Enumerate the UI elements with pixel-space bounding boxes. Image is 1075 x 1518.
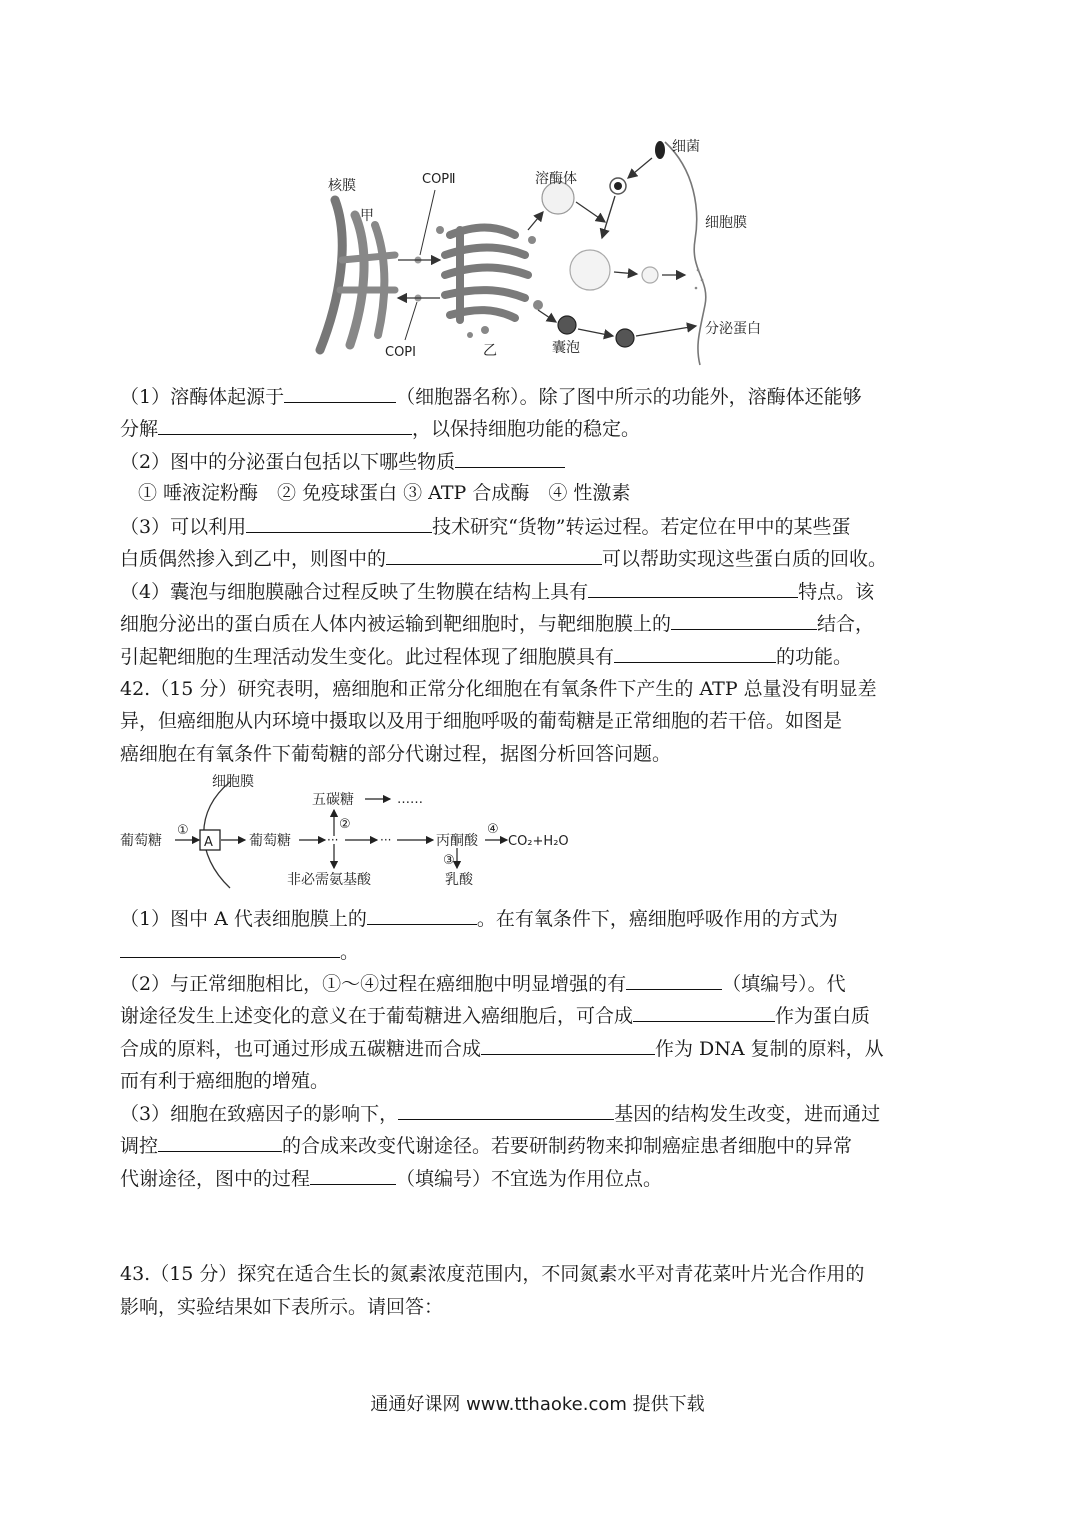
q41-part1-line1: （1）溶酶体起源于 （细胞器名称）。除了图中所示的功能外，溶酶体还能够 <box>120 380 862 413</box>
q41-part1-line2: 分解 ，以保持细胞功能的稳定。 <box>120 412 640 445</box>
answer-blank[interactable] <box>158 412 412 435</box>
label-cell-membrane: 细胞膜 <box>705 215 747 231</box>
diagram-a: A <box>204 835 213 850</box>
q42-part3-line3: 代谢途径，图中的过程 （填编号）不宜选为作用位点。 <box>120 1162 662 1195</box>
diagram-five-carbon-sugar: 五碳糖 <box>312 792 354 808</box>
answer-blank[interactable] <box>481 1032 655 1055</box>
label-vesicle: 囊泡 <box>552 340 580 356</box>
label-secretory-protein: 分泌蛋白 <box>705 321 761 337</box>
label-copii: COPⅡ <box>422 172 456 187</box>
q42-intro-line1: 42.（15 分）研究表明，癌细胞和正常分化细胞在有氧条件下产生的 ATP 总量没有明显差 <box>120 678 877 700</box>
diagram-glucose-outside: 葡萄糖 <box>120 833 162 849</box>
answer-blank[interactable] <box>367 902 477 925</box>
answer-blank[interactable] <box>633 999 775 1022</box>
label-jia: 甲 <box>360 208 374 224</box>
diagram-nonessential-aa: 非必需氨基酸 <box>287 872 371 888</box>
diagram-ellipsis: …… <box>397 792 423 807</box>
diagram-co2-h2o: CO₂+H₂O <box>508 834 569 849</box>
q42-part1-line1: （1）图中 A 代表细胞膜上的 。在有氧条件下，癌细胞呼吸作用的方式为 <box>120 902 838 935</box>
diagram-dots-1: ··· <box>327 833 339 847</box>
q41-part3-line2: 白质偶然掺入到乙中，则图中的 可以帮助实现这些蛋白质的回收。 <box>120 542 887 575</box>
answer-blank[interactable] <box>120 935 340 958</box>
q42-part1-line2: 。 <box>120 935 359 968</box>
q41-part4-line2: 细胞分泌出的蛋白质在人体内被运输到靶细胞时，与靶细胞膜上的 结合， <box>120 607 874 640</box>
q42-part3-line2: 调控 的合成来改变代谢途径。若要研制药物来抑制癌症患者细胞中的异常 <box>120 1129 852 1162</box>
diagram-dots-2: ··· <box>380 833 392 847</box>
q41-part2: （2）图中的分泌蛋白包括以下哪些物质 <box>120 445 565 478</box>
diagram-step1: ① <box>177 823 189 838</box>
answer-blank[interactable] <box>246 510 432 533</box>
q41-part4-line1: （4）囊泡与细胞膜融合过程反映了生物膜在结构上具有 特点。该 <box>120 575 874 608</box>
q42-part2-line1: （2）与正常细胞相比，①～④过程在癌细胞中明显增强的有 （填编号）。代 <box>120 967 846 1000</box>
page-footer: 通通好课网 www.tthaoke.com 提供下载 <box>370 1394 705 1415</box>
q42-part3-line1: （3）细胞在致癌因子的影响下， 基因的结构发生改变，进而通过 <box>120 1097 880 1130</box>
diagram-step4: ④ <box>487 822 499 837</box>
glucose-metabolism-diagram <box>115 770 585 892</box>
answer-blank[interactable] <box>310 1162 396 1185</box>
q42-part2-line3: 合成的原料，也可通过形成五碳糖进而合成 作为 DNA 复制的原料，从 <box>120 1032 884 1065</box>
answer-blank[interactable] <box>614 640 776 663</box>
label-nuclear-membrane: 核膜 <box>328 178 356 194</box>
answer-blank[interactable] <box>284 380 396 403</box>
label-lysosome: 溶酶体 <box>535 171 577 187</box>
answer-blank[interactable] <box>455 445 565 468</box>
q42-part2-line4: 而有利于癌细胞的增殖。 <box>120 1070 330 1092</box>
q42-intro-line2: 异，但癌细胞从内环境中摄取以及用于细胞呼吸的葡萄糖是正常细胞的若干倍。如图是 <box>120 710 843 732</box>
label-copi: COPⅠ <box>385 345 416 360</box>
q43-intro-line2: 影响，实验结果如下表所示。请回答： <box>120 1296 444 1318</box>
q43-intro-line1: 43.（15 分）探究在适合生长的氮素浓度范围内，不同氮素水平对青花菜叶片光合作用的 <box>120 1263 865 1285</box>
diagram-cell-membrane: 细胞膜 <box>212 774 254 790</box>
answer-blank[interactable] <box>588 575 798 598</box>
diagram-glucose-inside: 葡萄糖 <box>249 833 291 849</box>
q41-options: ① 唾液淀粉酶 ② 免疫球蛋白 ③ ATP 合成酶 ④ 性激素 <box>138 482 631 504</box>
diagram-lactic-acid: 乳酸 <box>445 872 473 888</box>
q41-part3-line1: （3）可以利用 技术研究“货物”转运过程。若定位在甲中的某些蛋 <box>120 510 851 543</box>
answer-blank[interactable] <box>386 542 602 565</box>
diagram-step2: ② <box>339 817 351 832</box>
answer-blank[interactable] <box>626 967 722 990</box>
answer-blank[interactable] <box>158 1129 282 1152</box>
q41-part4-line3: 引起靶细胞的生理活动发生变化。此过程体现了细胞膜具有 的功能。 <box>120 640 852 673</box>
label-yi: 乙 <box>483 343 497 359</box>
diagram-pyruvate: 丙酮酸 <box>436 833 478 849</box>
secretory-pathway-diagram <box>300 130 820 370</box>
diagram-step3: ③ <box>443 853 455 868</box>
q42-intro-line3: 癌细胞在有氧条件下葡萄糖的部分代谢过程，据图分析回答问题。 <box>120 743 672 765</box>
answer-blank[interactable] <box>398 1097 614 1120</box>
label-bacteria: 细菌 <box>672 139 700 155</box>
answer-blank[interactable] <box>671 607 817 630</box>
q42-part2-line2: 谢途径发生上述变化的意义在于葡萄糖进入癌细胞后，可合成 作为蛋白质 <box>120 999 870 1032</box>
